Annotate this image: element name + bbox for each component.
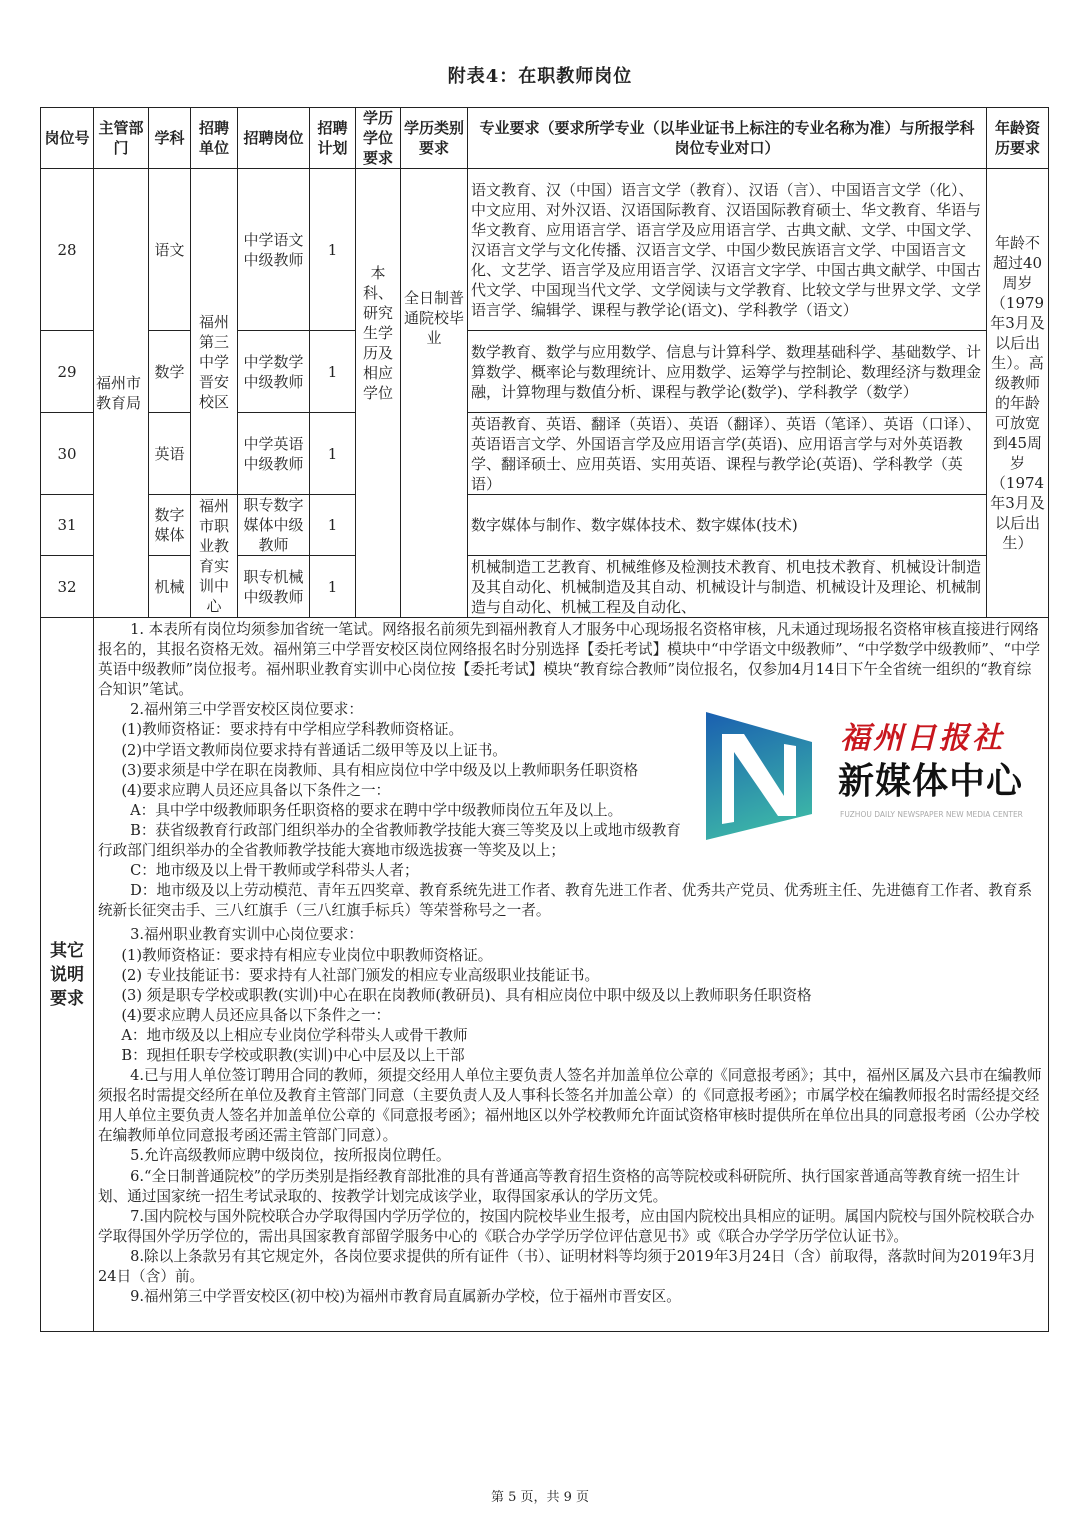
- logo-org-text: 福州日报社: [840, 721, 1005, 757]
- note-paragraph: D：地市级及以上劳动模范、青年五四奖章、教育系统先进工作者、教育先进工作者、优秀共产党员、优秀班主任、先进德育工作者、教育系统新长征突击手、三八红旗手（三八红旗手标兵）等荣誉称号之一者。: [98, 882, 1033, 920]
- note-paragraph: 1. 本表所有岗位均须参加省统一笔试。网络报名前须先到福州教育人才服务中心现场报名资格审核，凡未通过现场报名资格审核直接进行网络报名的，其报名资格无效。福州第三中学晋安校区岗位网络报名时分别选择【委托考试】模块中“中学语文中级教师”、“中学数学中级教师”、“中学英语中级教师”岗位报考。福州职业教育实训中心岗位按【委托考试】模块“教育综合教师”岗位报名，仅参加4月14日下午全省统一组织的“教育综合知识”笔试。: [98, 621, 1041, 699]
- degree-cell: 本科、研究生学历及相应学位: [356, 169, 401, 618]
- notes-label: 其它说明要求: [41, 618, 94, 1332]
- subject: 语文: [149, 169, 191, 331]
- unit-cell: 福州市职业教育实训中心: [191, 495, 238, 618]
- subject: 机械: [149, 556, 191, 618]
- major-requirement: 数学教育、数学与应用数学、信息与计算科学、数理基础科学、基础数学、计算数学、概率论与数理统计、应用数学、运筹学与控制论、数理经济与数理金融，计算物理与数值分析、课程与教学论(数学)、学科教学（数学）: [468, 331, 987, 413]
- header-subject: 学科: [149, 108, 191, 169]
- header-row: [41, 108, 1049, 169]
- note-paragraph: (3) 须是职专学校或职教(实训)中心在职在岗教师(教研员)、具有相应岗位中职中级及以上教师职务任职资格: [121, 986, 812, 1004]
- major-requirement: 英语教育、英语、翻译（英语）、英语（翻译）、英语（笔译）、英语（口译）、英语语言文学、外国语言学及应用语言学(英语)、应用语言学与对外英语教学、翻译硕士、应用英语、实用英语、课程与教学论(英语)、学科教学（英语）: [468, 413, 987, 495]
- note-paragraph: 4.已与用人单位签订聘用合同的教师，须提交经用人单位主要负责人签名并加盖单位公章的《同意报考函》；其中，福州区属及六县市在编教师须报名时需提交经所在单位及教育主管部门同意（主要负责人及人事科长签名并加盖公章）的《同意报考函》；市属学校在编教师报名时需经提交经用人单位主要负责人签名并加盖单位公章的《同意报考函》；福州地区以外学校教师允许面试资格审核时提供所在单位出具的同意报考函（公办学校在编教师单位同意报考函还需主管部门同意）。: [98, 1067, 1042, 1145]
- note-paragraph: (2)中学语文教师岗位要求持有普通话二级甲等及以上证书。: [121, 741, 507, 759]
- subject: 英语: [149, 413, 191, 495]
- dept-cell: 福州市教育局: [94, 169, 149, 618]
- note-paragraph: 9.福州第三中学晋安校区(初中校)为福州市教育局直属新办学校，位于福州市晋安区。: [130, 1288, 681, 1306]
- age-cell: 年龄不超过40周岁（1979年3月及以后出生）。高级教师的年龄可放宽到45周岁（1974年3月及以后出生）: [987, 169, 1049, 618]
- unit-cell: 福州第三中学晋安校区: [191, 169, 238, 495]
- position: 中学数学中级教师: [238, 331, 310, 413]
- header-unit: 招聘单位: [191, 108, 238, 169]
- major-requirement: 语文教育、汉（中国）语言文学（教育）、汉语（言）、中国语言文学（化）、中文应用、对外汉语、汉语国际教育、汉语国际教育硕士、华文教育、华语与华文教育、应用语言学、语言学及应用语言学、古典文献、文学、中国文学、汉语言文学与文化传播、汉语言文学、中国少数民族语言文学、中国语言文化、文艺学、语言学及应用语言学、汉语言文字学、中国古典文献学、中国古代文学、中国现当代文学、文学阅读与文学教育、比较文学与世界文学、文学语言学、编辑学、课程与教学论(语文)、学科教学（语文）: [468, 169, 987, 331]
- plan: 1: [310, 556, 356, 618]
- notes-cell: [94, 618, 1049, 1332]
- post-no: 30: [41, 413, 94, 495]
- note-paragraph: 6.“全日制普通院校”的学历类别是指经教育部批准的具有普通高等教育招生资格的高等院校或科研院所、执行国家普通高等教育统一招生计划、通过国家统一招生考试录取的、按教学计划完成该学业，取得国家承认的学历文凭。: [98, 1167, 1020, 1205]
- post-no: 28: [41, 169, 94, 331]
- logo-english-text: FUZHOU DAILY NEWSPAPER NEW MEDIA CENTER: [840, 810, 1023, 820]
- major-requirement: 机械制造工艺教育、机械维修及检测技术教育、机电技术教育、机械设计制造及其自动化、机械制造及其自动、机械设计与制造、机械设计及理论、机械制造与自动化、机械工程及自动化、: [468, 556, 987, 618]
- header-degree: 学历学位要求: [356, 108, 401, 169]
- note-paragraph: (4)要求应聘人员还应具备以下条件之一：: [121, 1006, 391, 1024]
- header-age: 年龄资历要求: [987, 108, 1049, 169]
- header-major: 专业要求（要求所学专业（以毕业证书上标注的专业名称为准）与所报学科岗位专业对口）: [468, 108, 987, 169]
- note-paragraph: 5.允许高级教师应聘中级岗位，按所报岗位聘任。: [130, 1147, 451, 1165]
- note-paragraph: B：获省级教育行政部门组织举办的全省教师教学技能大赛三等奖及以上或地市级教育行政部门组织举办的全省教师教学技能大赛地市级选拔赛一等奖及以上；: [98, 821, 681, 860]
- watermark-logo: [704, 704, 1044, 844]
- post-no: 32: [41, 556, 94, 618]
- notes-row: [41, 618, 1049, 1332]
- n-logo-icon: [704, 704, 814, 842]
- note-paragraph: A：地市级及以上相应专业岗位学科带头人或骨干教师: [121, 1026, 468, 1044]
- note-paragraph: (1)教师资格证：要求持有相应专业岗位中职教师资格证。: [121, 946, 493, 964]
- position: 职专数字媒体中级教师: [238, 495, 310, 556]
- note-paragraph: A：具中学中级教师职务任职资格的要求在聘中学中级教师岗位五年及以上。: [130, 801, 623, 819]
- plan: 1: [310, 413, 356, 495]
- subject: 数字媒体: [149, 495, 191, 556]
- subject: 数学: [149, 331, 191, 413]
- edu-type-cell: 全日制普通院校毕业: [401, 169, 468, 618]
- post-no: 31: [41, 495, 94, 556]
- plan: 1: [310, 495, 356, 556]
- position: 中学语文中级教师: [238, 169, 310, 331]
- note-paragraph: B：现担任职专学校或职教(实训)中心中层及以上干部: [121, 1046, 465, 1064]
- header-position: 招聘岗位: [238, 108, 310, 169]
- page-footer: 第 5 页，共 9 页: [490, 1490, 590, 1505]
- note-paragraph: 7.国内院校与国外院校联合办学取得国内学历学位的，按国内院校毕业生报考，应由国内院校出具相应的证明。属国内院校与国外院校联合办学取得国外学历学位的，需出具国家教育部留学服务中心的《联合办学学历学位评估意见书》或《联合办学学历学位认证书》。: [98, 1207, 1035, 1245]
- note-paragraph: (4)要求应聘人员还应具备以下条件之一：: [121, 781, 391, 799]
- note-paragraph: (2) 专业技能证书：要求持有人社部门颁发的相应专业高级职业技能证书。: [121, 966, 600, 984]
- note-paragraph: C：地市级及以上骨干教师或学科带头人者；: [130, 862, 419, 880]
- header-plan: 招聘计划: [310, 108, 356, 169]
- logo-name-text: 新媒体中心: [838, 761, 1024, 803]
- major-requirement: 数字媒体与制作、数字媒体技术、数字媒体(技术): [468, 495, 987, 556]
- positions-table: [40, 107, 1049, 1332]
- note-paragraph: (3)要求须是中学在职在岗教师、具有相应岗位中学中级及以上教师职务任职资格: [121, 761, 639, 779]
- header-edu-type: 学历类别要求: [401, 108, 468, 169]
- note-paragraph: 2.福州第三中学晋安校区岗位要求：: [130, 701, 363, 719]
- post-no: 29: [41, 331, 94, 413]
- note-paragraph: 8.除以上条款另有其它规定外，各岗位要求提供的所有证件（书）、证明材料等均须于2019年3月24日（含）前取得，落款时间为2019年3月24日（含）前。: [98, 1247, 1037, 1285]
- header-post-no: 岗位号: [41, 108, 94, 169]
- plan: 1: [310, 169, 356, 331]
- header-dept: 主管部门: [94, 108, 149, 169]
- table-row: [41, 169, 1049, 331]
- note-paragraph: (1)教师资格证：要求持有中学相应学科教师资格证。: [121, 721, 464, 739]
- page-title: 附表4：在职教师岗位: [447, 66, 633, 87]
- note-paragraph: 3.福州职业教育实训中心岗位要求：: [130, 926, 363, 944]
- position: 中学英语中级教师: [238, 413, 310, 495]
- table-row: [41, 495, 1049, 556]
- position: 职专机械中级教师: [238, 556, 310, 618]
- plan: 1: [310, 331, 356, 413]
